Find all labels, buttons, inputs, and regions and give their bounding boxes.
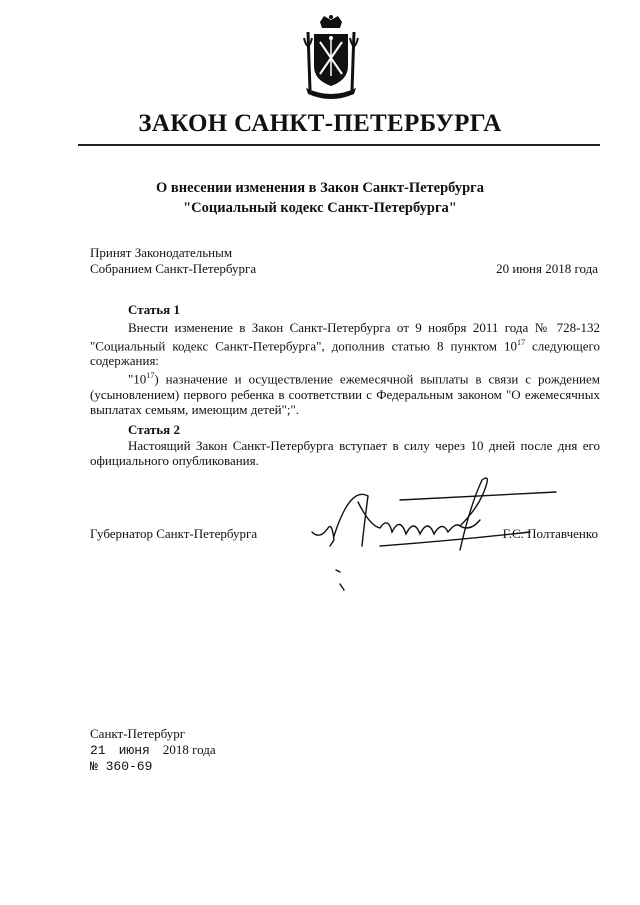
subtitle-line-2: "Социальный кодекс Санкт-Петербурга" xyxy=(183,200,457,216)
adopted-line-2: Собранием Санкт-Петербурга xyxy=(90,261,257,276)
subtitle-line-1: О внесении изменения в Закон Санкт-Петербурга xyxy=(155,180,484,196)
adoption-info xyxy=(90,245,256,277)
footer-day: 21 xyxy=(90,743,106,758)
document-title: ЗАКОН САНКТ-ПЕТЕРБУРГА xyxy=(138,110,502,137)
article-2-body xyxy=(90,438,600,468)
point-number: "10 xyxy=(128,371,147,387)
point-superscript: 17 xyxy=(517,338,526,347)
article-1-paragraph-2 xyxy=(90,368,600,416)
article-2-paragraph: Настоящий Закон Санкт-Петербурга вступает в силу через 10 дней после дня его официального опубликования. xyxy=(90,438,600,468)
document-footer xyxy=(90,726,216,775)
article-2-heading: Статья 2 xyxy=(128,422,180,437)
coat-of-arms-emblem xyxy=(300,14,362,100)
adopted-line-1: Принят Законодательным xyxy=(90,245,233,260)
article-1-body xyxy=(90,320,600,417)
adoption-date: 20 июня 2018 года xyxy=(496,261,598,276)
point-text: ) назначение и осуществление ежемесячной выплаты в связи с рождением (усыновлением) первого ребенка в соответствии с Федеральным законом "О ежемесячных выплатах семьям, имеющим детей";". xyxy=(90,371,600,417)
footer-year: 2018 года xyxy=(162,742,216,757)
title-rule xyxy=(78,144,600,146)
article-1-heading: Статья 1 xyxy=(128,302,180,317)
footer-city: Санкт-Петербург xyxy=(90,726,186,741)
governor-name: Г.С. Полтавченко xyxy=(502,526,598,541)
footer-month: июня xyxy=(118,743,150,758)
footer-number: № 360-69 xyxy=(90,759,153,774)
article-1-paragraph-1 xyxy=(90,320,600,368)
document-subtitle xyxy=(0,178,640,218)
point-number-superscript: 17 xyxy=(146,371,155,381)
article-1-text: Внести изменение в Закон Санкт-Петербурга от 9 ноября 2011 года № 728-132 "Социальный кодекс Санкт-Петербурга", дополнив статью 8 пунктом 10 xyxy=(90,320,600,354)
article-1-text-end: следующего содержания: xyxy=(90,338,600,369)
footer-date xyxy=(90,742,216,759)
governor-title: Губернатор Санкт-Петербурга xyxy=(90,526,258,541)
